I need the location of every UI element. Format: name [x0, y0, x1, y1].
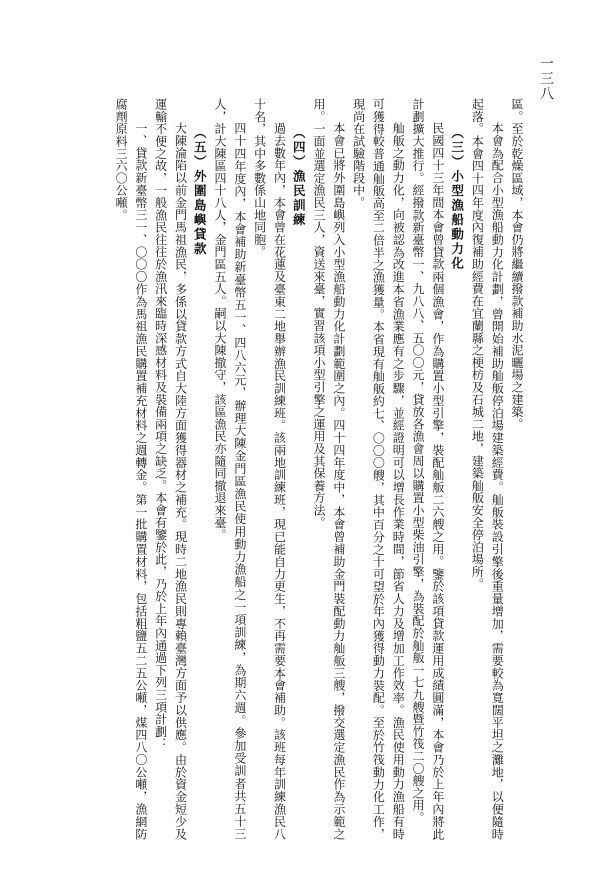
paragraph-training-tachen-kinmen: 四十四年度內，本會補助新臺幣五一、四八六元，辦理大陳金門區漁民使用動力漁船之一項訓練，為期六週。參加受訓者共五十三人，計大陳區四十八人，金門區五人。嗣以大陳撤守，該區漁民亦隨同撤退來臺。 — [213, 98, 247, 840]
paragraph-offshore-islands-motorization: 本會已將外圍島嶼列入小型漁船動力化計劃範圍之內。四十四年度中，本會曾補助金門裝配動力舢舨三艘，撥交選定漁民作為示範之用。一面並選定漁民三人，資送來臺，實習該項小型引擎之運用及其保養方法。 — [312, 98, 346, 840]
paragraph-matsu-loan-item: 一、貸款新臺幣三一、〇〇〇作為馬祖漁民購置補充材料之週轉金。第一批購置材料，包括粗鹽五二五公噸，煤四八〇公噸，漁網防腐劑原料三六〇公噸。 — [114, 98, 148, 840]
body-text — [26, 98, 526, 840]
paragraph-training-hualien-taitung: 過去數年內，本會曾在花蓮及臺東二地舉辦漁民訓練班。該兩地訓練班，現已能自力更生，不再需要本會補助。該班每年訓練漁民八十名，其中多數係山地同胞。 — [252, 98, 287, 840]
paragraph-drying-area: 區。至於乾燥區域，本會仍將繼續撥款補助水泥曬場之建築。 — [510, 98, 524, 431]
paragraph-motorization-benefits: 舢舨之動力化，向被認為改進本省漁業應有之步驟，並經證明可以增長作業時間，節省人力及增加工作效率。漁民使用動力漁船有時可獲得較普通舢舨高至二倍半之漁獲量。本省現有舢舨約七、〇〇〇艘，其中百分之十可望於年內獲得動力裝配。至於竹筏動力化工作，現尚在試驗階段中。 — [351, 98, 406, 840]
paragraph-sampan-mooring: 本會為配合小型漁船動力化計劃，曾開始補助舢舨停泊場建築經費。舢舨裝設引擎後重量增加，需要較為寬闊平坦之灘地，以便隨時起落。本會四十四年度內復補助經費在宜蘭縣之梗枋及石城二地，建築舢舨安全停泊場所。 — [470, 98, 505, 840]
paragraph-motorization-loans: 民國四十三年間本會曾貸款兩個漁會，作為購置小型引擎，裝配舢舨二六艘之用。鑒於該項貸款運用成績圓滿，本會乃於上年內將此計劃擴大推行。經撥款新臺幣一、九八八、五〇〇元，貸放各漁會周以購置小型柴油引擎，為裝配於舢舨一七九艘暨竹筏二〇艘之用。 — [411, 98, 445, 840]
section-heading-island-loans: （五）外圍島嶼貸款 — [192, 125, 208, 256]
section-heading-fishermen-training: （四）漁民訓練 — [291, 125, 307, 227]
section-heading-motorization: （三）小型漁船動力化 — [449, 125, 465, 271]
page-number: 一三八 — [538, 56, 554, 101]
paragraph-island-loans-intro: 大陳淪陷以前金門馬祖漁民，多係以貸款方式自大陸方面獲得器材之補充。現時二地漁民則專賴臺灣方面予以供應。由於資金短少及運輸不便之故，一般漁民往往於漁汛來臨時深感材料及裝備兩項之缺乏。本會有鑒於此，乃於上年內通過下列三項計劃： — [153, 98, 188, 840]
